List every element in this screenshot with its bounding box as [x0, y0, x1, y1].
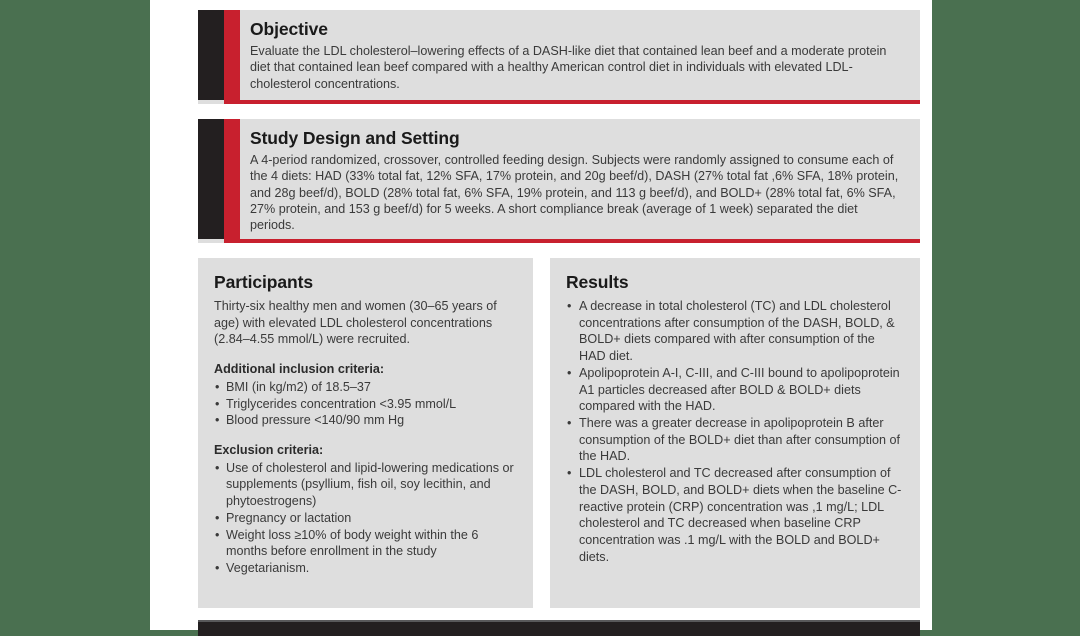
- results-panel: [550, 258, 920, 608]
- exclusion-criteria-heading: Exclusion criteria:: [214, 443, 324, 458]
- list-item: • Vegetarianism.: [214, 560, 517, 577]
- list-item: • Use of cholesterol and lipid-lowering medications or supplements (psyllium, fish oil, soy lecithin, and phytoestrogens): [214, 460, 517, 510]
- exclusion-criteria-list: [214, 460, 517, 577]
- results-heading: Results: [566, 272, 629, 292]
- list-item: • BMI (in kg/m2) of 18.5–37: [214, 379, 517, 396]
- list-item: • Triglycerides concentration <3.95 mmol/L: [214, 396, 517, 413]
- objective-red-underline: [224, 100, 920, 104]
- study-design-red-rail: [224, 119, 240, 239]
- document-page: [150, 0, 932, 630]
- bottom-dark-bar: [198, 620, 920, 636]
- objective-heading: Objective: [250, 19, 328, 39]
- inclusion-criteria-heading: Additional inclusion criteria:: [214, 362, 385, 377]
- study-design-black-rail: [198, 119, 224, 239]
- list-item: • Pregnancy or lactation: [214, 510, 517, 527]
- results-list: [566, 298, 904, 566]
- objective-red-rail: [224, 10, 240, 100]
- study-design-red-underline: [224, 239, 920, 243]
- participants-heading: Participants: [214, 272, 313, 292]
- inclusion-criteria-list: [214, 379, 517, 429]
- list-item: • Apolipoprotein A-I, C-III, and C-III bound to apolipoprotein A1 particles decreased after BOLD & BOLD+ diets compared with the HAD.: [566, 365, 904, 415]
- participants-panel: [198, 258, 533, 608]
- study-design-heading: Study Design and Setting: [250, 128, 460, 148]
- study-design-body: A 4-period randomized, crossover, controlled feeding design. Subjects were randomly assigned to consume each of the 4 diets: HAD (33% total fat, 12% SFA, 17% protein, and 20g beef/d), DASH (27% total fat ,6% SFA, 18% protein, and 28g beef/d), BOLD (28% total fat, 6% SFA, 19% protein, and 113 g beef/d), and BOLD+ (28% total fat, 6% SFA, 27% protein, and 153 g beef/d) for 5 weeks. A short compliance break (average of 1 week) separated the diet periods.: [250, 152, 899, 233]
- list-item: • LDL cholesterol and TC decreased after consumption of the DASH, BOLD, and BOLD+ diets when the baseline C-reactive protein (CRP) concentration was ,1 mg/L; LDL cholesterol and TC decreased when baseline CRP concentration was .1 mg/L with the BOLD and BOLD+ diets.: [566, 465, 904, 565]
- list-item: • Weight loss ≥10% of body weight within the 6 months before enrollment in the study: [214, 527, 517, 560]
- list-item: • A decrease in total cholesterol (TC) and LDL cholesterol concentrations after consumption of the DASH, BOLD, & BOLD+ diets compared with after consumption of the HAD diet.: [566, 298, 904, 365]
- objective-body: Evaluate the LDL cholesterol–lowering effects of a DASH-like diet that contained lean beef and a moderate protein diet that contained lean beef compared with a healthy American control diet in individuals with elevated LDL-cholesterol concentrations.: [250, 43, 887, 91]
- study-design-panel: [198, 119, 920, 243]
- list-item: • Blood pressure <140/90 mm Hg: [214, 412, 517, 429]
- objective-panel: [198, 10, 920, 104]
- list-item: • There was a greater decrease in apolipoprotein B after consumption of the BOLD+ diet than after consumption of the HAD.: [566, 415, 904, 465]
- objective-black-rail: [198, 10, 224, 100]
- participants-body: Thirty-six healthy men and women (30–65 years of age) with elevated LDL cholesterol concentrations (2.84–4.55 mmol/L) were recruited.: [214, 298, 497, 347]
